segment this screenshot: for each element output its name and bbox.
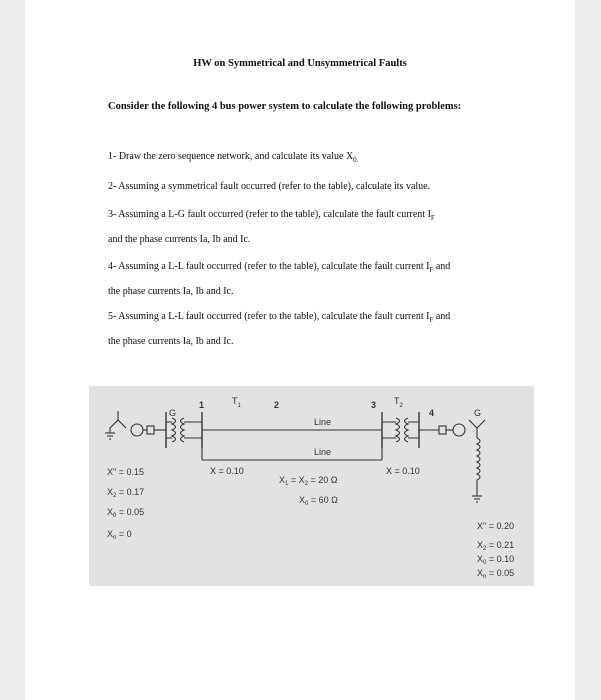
bus-3-label: 3 — [371, 400, 377, 410]
question-2: 2- Assuming a symmetrical fault occurred (refer to the table), calculate its value. — [108, 181, 431, 192]
g1-param-x2: $X_2 = 0.17$ — [107, 487, 145, 499]
document-page — [25, 0, 575, 700]
t2-primary-coil — [396, 418, 400, 442]
power-system-diagram — [89, 386, 534, 586]
question-5: 5- Assuming a L-L fault occurred (refer to the table), calculate the fault current $I_F$ and the phase currents Ia, Ib and Ic. — [108, 311, 451, 347]
question-1: 1- Draw the zero sequence network, and calculate its value $X_{0.}$ — [108, 151, 359, 164]
t1-label: $T_1$ — [232, 396, 241, 409]
bus-2-label: 2 — [274, 400, 280, 410]
breaker-right-icon — [439, 426, 446, 434]
g2-param-x0: $X_0 = 0.10$ — [477, 554, 515, 566]
line-param-x0: $X_0 = 60$ Ω — [299, 495, 338, 507]
breaker-left-icon — [147, 426, 154, 434]
t1-primary-coil — [172, 418, 176, 442]
t2-label: $T_2$ — [394, 396, 403, 409]
t1-secondary-coil — [181, 418, 185, 442]
t2-param: X = 0.10 — [386, 466, 420, 476]
gen-left-label: G — [169, 408, 177, 418]
g1-param-x0: $X_0 = 0.05$ — [107, 507, 145, 519]
grounding-reactor-icon — [477, 438, 480, 496]
generator-left-icon — [131, 424, 143, 436]
t1-param: X = 0.10 — [210, 466, 244, 476]
g1-param-xn: $X_n = 0$ — [107, 529, 132, 541]
line-top-label: Line — [314, 417, 332, 427]
generator-right-icon — [453, 424, 465, 436]
g1-param-xd: X" = 0.15 — [107, 467, 144, 477]
t2-secondary-coil — [405, 418, 409, 442]
g2-param-xn: $X_n = 0.05$ — [477, 568, 515, 580]
bus-1-label: 1 — [199, 400, 205, 410]
right-wye-icon — [469, 420, 485, 438]
question-4: 4- Assuming a L-L fault occurred (refer to the table), calculate the fault current $I_F$ and the phase currents Ia, Ib and Ic. — [108, 261, 451, 297]
gen-right-label: G — [474, 408, 482, 418]
bus-4-label: 4 — [429, 408, 435, 418]
intro-text: Consider the following 4 bus power system to calculate the following problems: — [108, 101, 462, 112]
line-bottom-label: Line — [314, 447, 332, 457]
g2-param-xd: X" = 0.20 — [477, 521, 514, 531]
document-title: HW on Symmetrical and Unsymmetrical Faults — [193, 58, 407, 69]
question-3: 3- Assuming a L-G fault occurred (refer to the table), calculate the fault current $I_F$ and the phase currents Ia, Ib and Ic. — [108, 209, 435, 245]
left-wye-icon — [110, 411, 126, 428]
g2-param-x2: $X_2 = 0.21$ — [477, 540, 515, 552]
one-line-diagram — [89, 386, 534, 586]
line-param-x1x2: $X_1 = X_2 = 20$ Ω — [279, 475, 338, 487]
